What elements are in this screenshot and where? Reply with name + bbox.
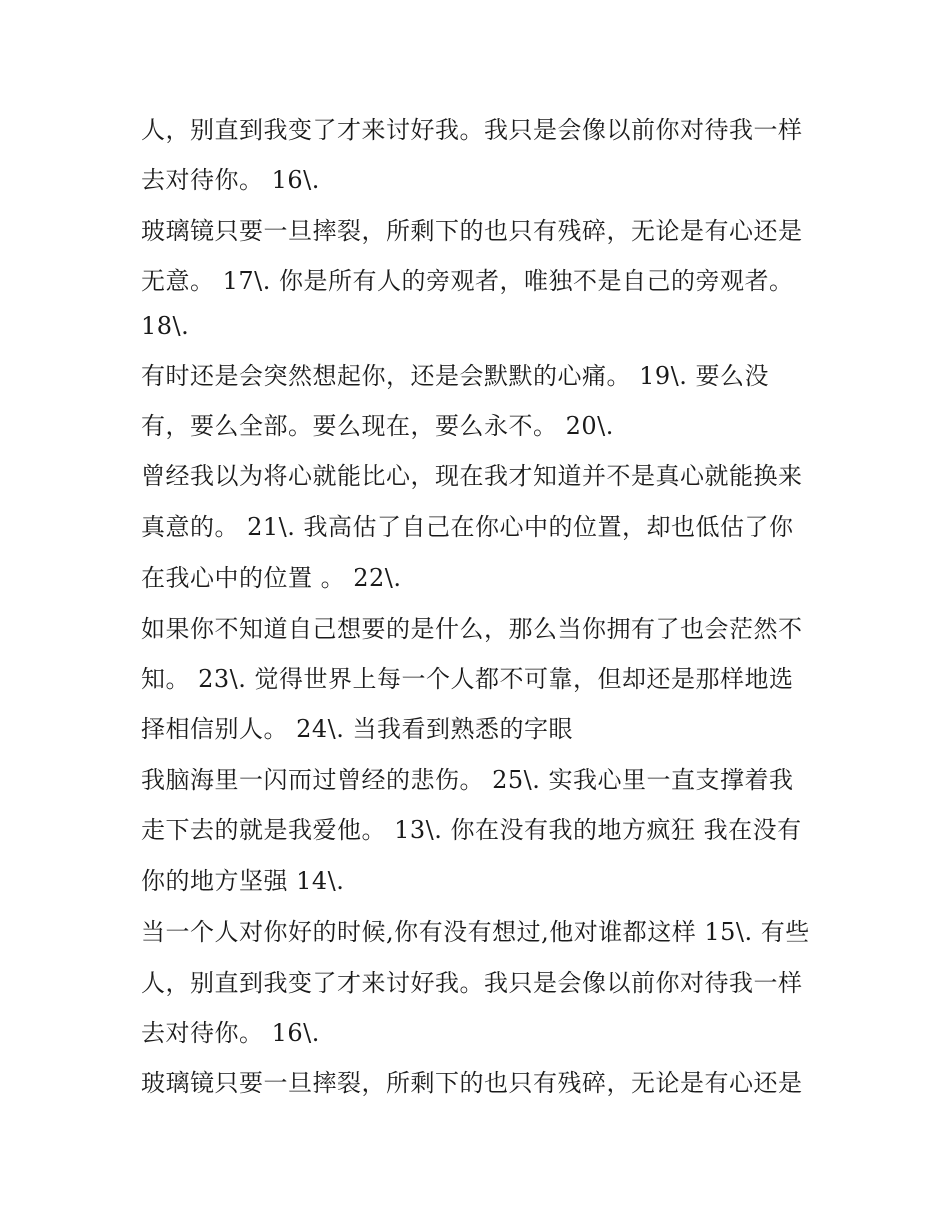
text-line: 真意的。 21\. 我高估了自己在你心中的位置，却也低估了你 [141, 513, 794, 541]
text-line: 有时还是会突然想起你，还是会默默的心痛。 19\. 要么没 [141, 362, 770, 390]
text-line: 去对待你。 16\. [141, 1019, 320, 1047]
text-line: 择相信别人。 24\. 当我看到熟悉的字眼 [141, 715, 574, 743]
text-line: 我脑海里一闪而过曾经的悲伤。 25\. 实我心里一直支撑着我 [141, 766, 794, 794]
text-line: 去对待你。 16\. [141, 166, 320, 194]
text-line: 人，别直到我变了才来讨好我。我只是会像以前你对待我一样 [141, 116, 803, 144]
text-line: 18\. [141, 312, 190, 340]
text-line: 无意。 17\. 你是所有人的旁观者，唯独不是自己的旁观者。 [141, 267, 794, 295]
text-line: 你的地方坚强 14\. [141, 867, 345, 895]
text-line: 有，要么全部。要么现在，要么永不。 20\. [141, 412, 614, 440]
text-line: 走下去的就是我爱他。 13\. 你在没有我的地方疯狂 我在没有 [141, 816, 802, 844]
text-line: 如果你不知道自己想要的是什么，那么当你拥有了也会茫然不 [141, 615, 803, 643]
text-line: 曾经我以为将心就能比心，现在我才知道并不是真心就能换来 [141, 462, 803, 490]
text-line: 人，别直到我变了才来讨好我。我只是会像以前你对待我一样 [141, 969, 803, 997]
text-line: 知。 23\. 觉得世界上每一个人都不可靠，但却还是那样地选 [141, 665, 794, 693]
text-line: 当一个人对你好的时候,你有没有想过,他对谁都这样 15\. 有些 [141, 918, 810, 946]
text-line: 玻璃镜只要一旦摔裂，所剩下的也只有残碎，无论是有心还是 [141, 217, 803, 245]
text-line: 玻璃镜只要一旦摔裂，所剩下的也只有残碎，无论是有心还是 [141, 1069, 803, 1097]
text-line: 在我心中的位置 。 22\. [141, 564, 402, 592]
